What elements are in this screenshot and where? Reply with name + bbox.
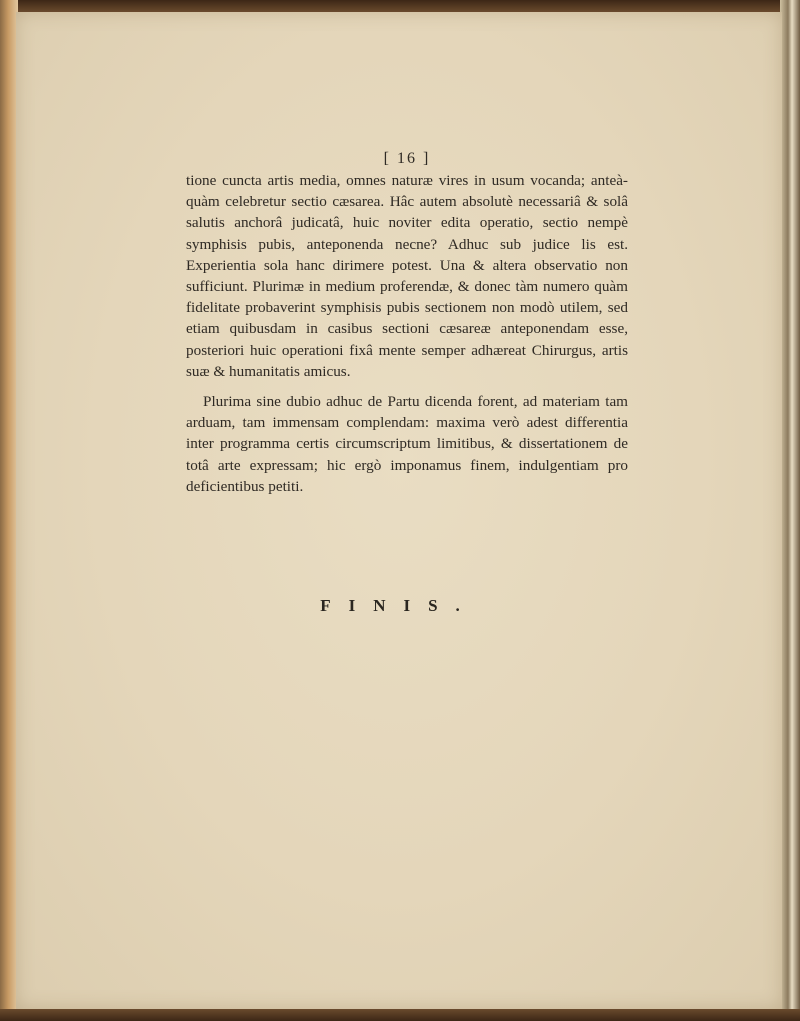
book-page xyxy=(16,12,782,1009)
paragraph-1: tione cuncta artis media, omnes naturæ vires in usum vocanda; anteà-quàm celebretur sectio cæsarea. Hâc autem absolutè necessariâ & solâ salutis anchorâ judicatâ, huic noviter edita operatio, sectio nempè symphisis pubis, anteponenda necne? Adhuc sub judice lis est. Experientia sola hanc dirimere potest. Una & altera observatio non sufficiunt. Plurimæ in medium proferendæ, & donec tàm numero quàm fidelitate probaverint symphisis pubis sectionem non modò utilem, sed etiam quibusdam in casibus sectioni cæsareæ anteponendam esse, posteriori huic operationi fixâ mente semper adhæreat Chirurgus, artis suæ & humanitatis amicus. xyxy=(186,172,628,380)
finis-heading: FINIS. xyxy=(320,596,478,615)
text-block xyxy=(186,148,628,497)
paragraph-2: Plurima sine dubio adhuc de Partu dicenda forent, ad materiam tam arduam, tam immensam complendam: maxima verò adest differentia inter programma certis circumscriptum limitibus, & dissertationem de totâ arte expressam; hic ergò imponamus finem, indulgentiam pro deficientibus petiti. xyxy=(186,393,628,495)
book-top-edge xyxy=(0,0,800,12)
page-number: [ 16 ] xyxy=(383,150,431,167)
book-right-edge xyxy=(780,0,800,1021)
book-bottom-edge xyxy=(0,1009,800,1021)
